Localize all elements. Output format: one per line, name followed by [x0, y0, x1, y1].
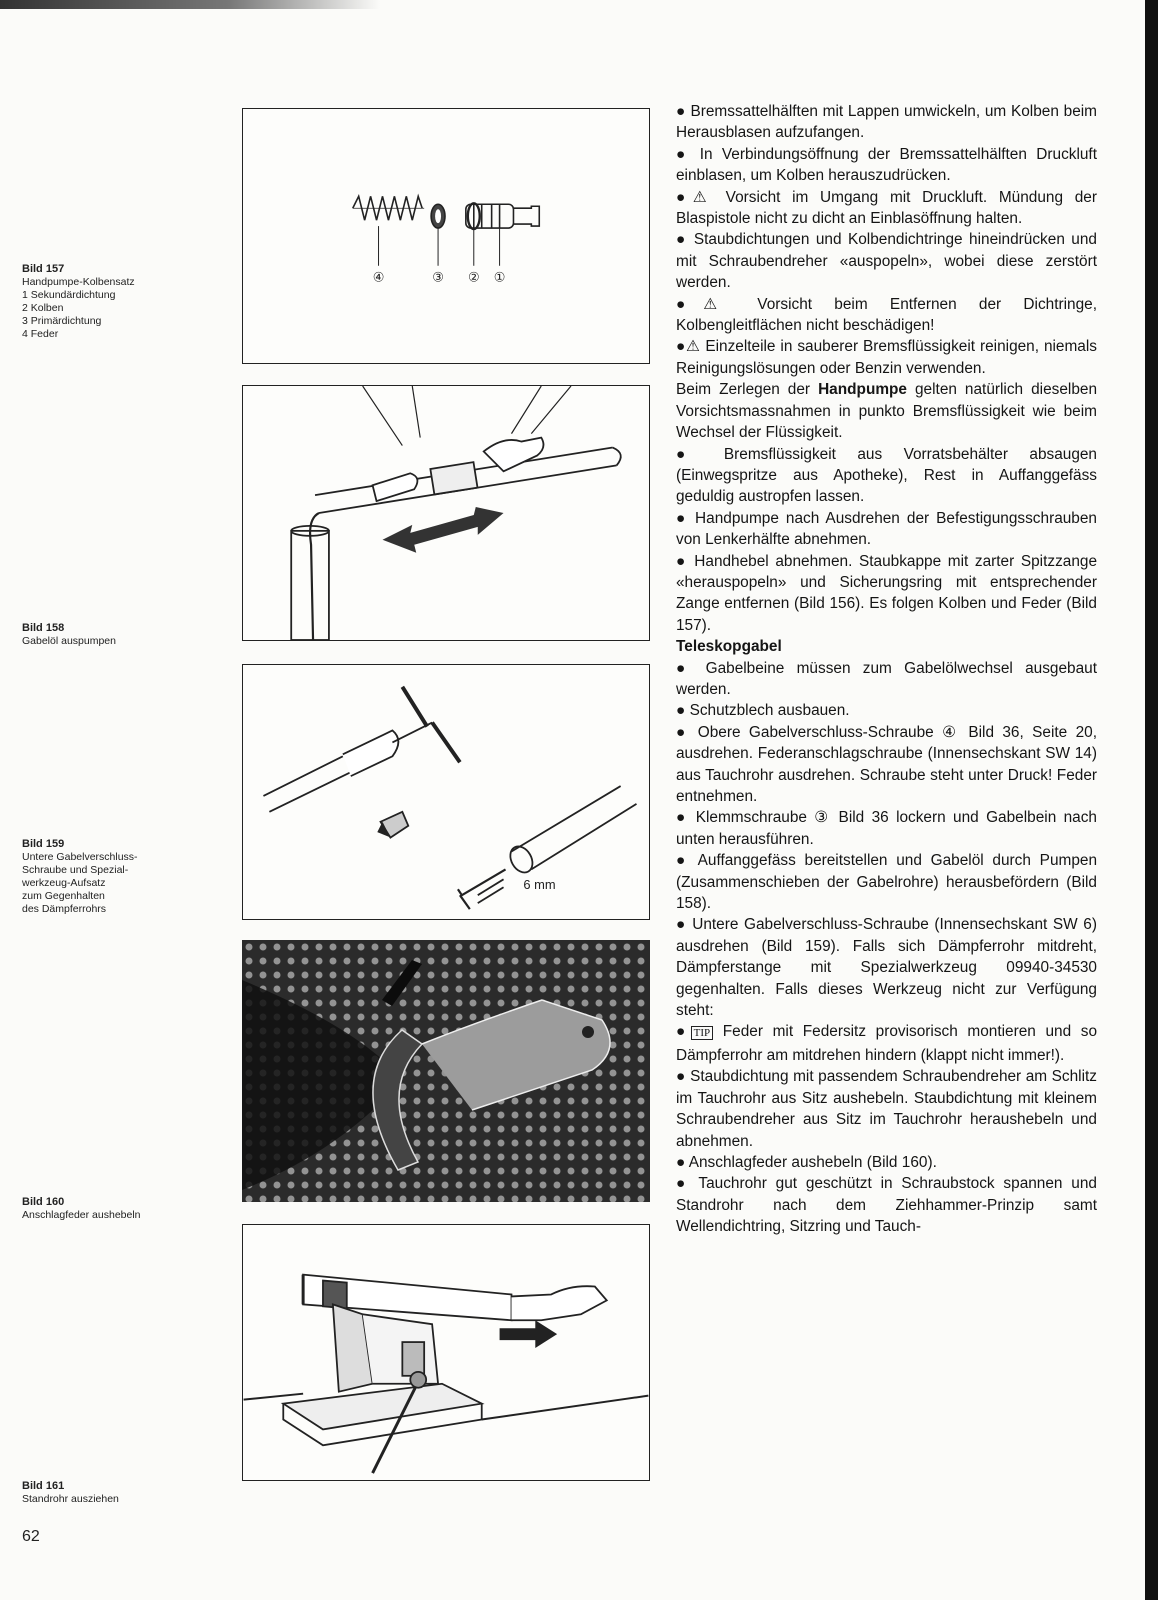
hand — [511, 1286, 606, 1320]
paragraph: ● Obere Gabelverschluss-Schraube ④ Bild 36, Seite 20, ausdrehen. Federanschlagschraube (Innensechskant SW 14) aus Tauchrohr ausdrehen. Schraube steht unter Druck! Feder entnehmen. — [676, 723, 1097, 805]
caption-line: Anschlagfeder aushebeln — [22, 1209, 141, 1221]
vise-body — [363, 1314, 438, 1383]
caption-line: Schraube und Spezial- — [22, 864, 129, 876]
warning-paragraph: ●⚠ Vorsicht beim Entfernen der Dichtringe, Kolbengleitflächen nicht beschädigen! — [676, 295, 1097, 335]
scan-edge-top — [0, 0, 380, 9]
vise-drawing — [243, 1225, 649, 1480]
piston-part — [466, 204, 514, 228]
paragraph: ● Staubdichtung mit passendem Schraubendreher am Schlitz im Tauchrohr aus Sitz aushebeln. Staubdichtung mit kleinem Schraubendreher aus Sitz im Tauchrohr heraushebeln und abnehmen. — [676, 1068, 1097, 1150]
caption-number: Bild 159 — [22, 838, 65, 850]
oil-stream — [310, 513, 319, 640]
caption-line: Standrohr ausziehen — [22, 1493, 119, 1505]
caption-bild-159 — [22, 838, 222, 916]
caption-bild-157 — [22, 263, 222, 341]
tip-badge: TIP — [691, 1026, 714, 1040]
caption-bild-160 — [22, 1196, 222, 1222]
paragraph: ● Auffanggefäss bereitstellen und Gabelöl durch Pumpen (Zusammenschieben der Gabelrohre) herausbefördern (Bild 158). — [676, 852, 1097, 913]
hex-key — [458, 869, 506, 909]
caption-line: 3 Primärdichtung — [22, 315, 102, 327]
tool-handle — [343, 730, 399, 776]
figure-160-photo — [242, 940, 650, 1202]
spring-photo — [242, 940, 650, 1202]
paragraph: ● Klemmschraube ③ Bild 36 lockern und Gabelbein nach unten herausführen. — [676, 809, 1097, 848]
warning-paragraph: ●⚠ Einzelteile in sauberer Bremsflüssigkeit reinigen, niemals Reinigungslösungen oder Benzin verwenden. — [676, 338, 1097, 377]
caption-line: Handpumpe-Kolbensatz — [22, 276, 135, 288]
paragraph: ● Schutzblech ausbauen. — [676, 702, 850, 720]
paragraph: ● Gabelbeine müssen zum Gabelölwechsel ausgebaut werden. — [676, 659, 1097, 698]
figure-161-vise — [242, 1224, 650, 1481]
paragraph: ● Anschlagfeder aushebeln (Bild 160). — [676, 1153, 937, 1171]
bold-term: Handpumpe — [818, 381, 907, 399]
figure-157-piston-kit — [242, 108, 650, 364]
caption-line: 1 Sekundärdichtung — [22, 289, 116, 301]
label-1: ① — [493, 269, 506, 285]
double-arrow — [383, 507, 504, 553]
paragraph-handpumpe — [676, 379, 1097, 443]
caption-line: Untere Gabelverschluss- — [22, 851, 138, 863]
body-text-column — [676, 101, 1097, 1238]
label-3: ③ — [432, 269, 444, 285]
figure-159-lower-bolt — [242, 664, 650, 920]
paragraph: ● Handpumpe nach Ausdrehen der Befestigungsschrauben von Lenkerhälfte abnehmen. — [676, 509, 1097, 549]
label-4: ④ — [372, 269, 385, 285]
piston-kit-drawing — [243, 109, 649, 363]
page-number: 62 — [22, 1528, 40, 1545]
t-bar — [402, 687, 460, 762]
tip-paragraph — [676, 1021, 1097, 1066]
label-2: ② — [468, 269, 480, 285]
left-hand — [373, 473, 418, 501]
text-run: Beim Zerlegen der — [676, 381, 819, 399]
figure-158-fork-oil — [242, 385, 650, 641]
caption-bild-161 — [22, 1480, 222, 1506]
paragraph: ● Bremsflüssigkeit aus Vorratsbehälter absaugen (Einwegspritze aus Apotheke), Rest in Auffanggefäss geduldig austropfen lassen. — [676, 445, 1097, 506]
dimension-label: 6 mm — [523, 877, 556, 893]
caption-line: 4 Feder — [22, 328, 59, 340]
paragraph: ● Bremssattelhälften mit Lappen umwickeln, um Kolben beim Herausblasen aufzufangen. — [676, 103, 1097, 142]
paragraph: ● Tauchrohr gut geschützt in Schraubstock spannen und Standrohr nach dem Ziehhammer-Prinzip samt Wellendichtring, Sitzring und Tauch- — [676, 1175, 1097, 1236]
caption-number: Bild 161 — [22, 1480, 65, 1492]
tool-rod — [263, 756, 350, 812]
text-run: Feder mit Federsitz provisorisch montieren und so Dämpferrohr am mitdrehen hindern (klappt nicht immer!). — [676, 1023, 1098, 1064]
paragraph: ● Handhebel abnehmen. Staubkappe mit zarter Spitzzange «herauspopeln» und Sicherungsring mit entsprechender Zange entfernen (Bild 156). Es folgen Kolben und Feder (Bild 157). — [676, 552, 1097, 634]
caption-line: 2 Kolben — [22, 302, 64, 314]
caption-line: Gabelöl auspumpen — [22, 635, 116, 647]
text-run: gelten natürlich dieselben Vorsichtsmassnahmen in punkto Bremsflüssigkeit wie beim Wechsel der Flüssigkeit. — [676, 381, 1097, 442]
caption-line: werkzeug-Aufsatz — [22, 877, 106, 889]
warning-paragraph: ●⚠ Vorsicht im Umgang mit Druckluft. Mündung der Blaspistole nicht zu dicht an Einblasöffnung halten. — [676, 188, 1097, 228]
paragraph: ● Staubdichtungen und Kolbendichtringe hineindrücken und mit Schraubendreher «auspopeln», wobei diese zerstört werden. — [676, 231, 1097, 292]
caption-number: Bild 157 — [22, 263, 65, 275]
paragraph: ● In Verbindungsöffnung der Bremssattelhälften Druckluft einblasen, um Kolben herauszudrücken. — [676, 145, 1097, 185]
caption-number: Bild 158 — [22, 622, 65, 634]
bullet: ● — [676, 1023, 691, 1041]
fork-oil-drawing — [243, 386, 649, 640]
paragraph: ● Untere Gabelverschluss-Schraube (Innensechskant SW 6) ausdrehen (Bild 159). Falls sich Dämpferrohr mitdreht, Dämpferstange mit Spezialwerkzeug 09940-34530 gegenhalten. Falls dieses Werkzeug nicht zur Verfügung steht: — [676, 916, 1097, 1020]
workbench — [283, 1384, 481, 1430]
arrow-right-icon — [500, 1320, 558, 1348]
caption-bild-158 — [22, 622, 222, 648]
caption-line: des Dämpferrohrs — [22, 903, 107, 915]
caption-number: Bild 160 — [22, 1196, 65, 1208]
lower-bolt-drawing — [243, 665, 649, 919]
caption-line: zum Gegenhalten — [22, 890, 105, 902]
section-heading: Teleskopgabel — [676, 638, 782, 656]
scan-edge-right — [1145, 0, 1158, 1600]
